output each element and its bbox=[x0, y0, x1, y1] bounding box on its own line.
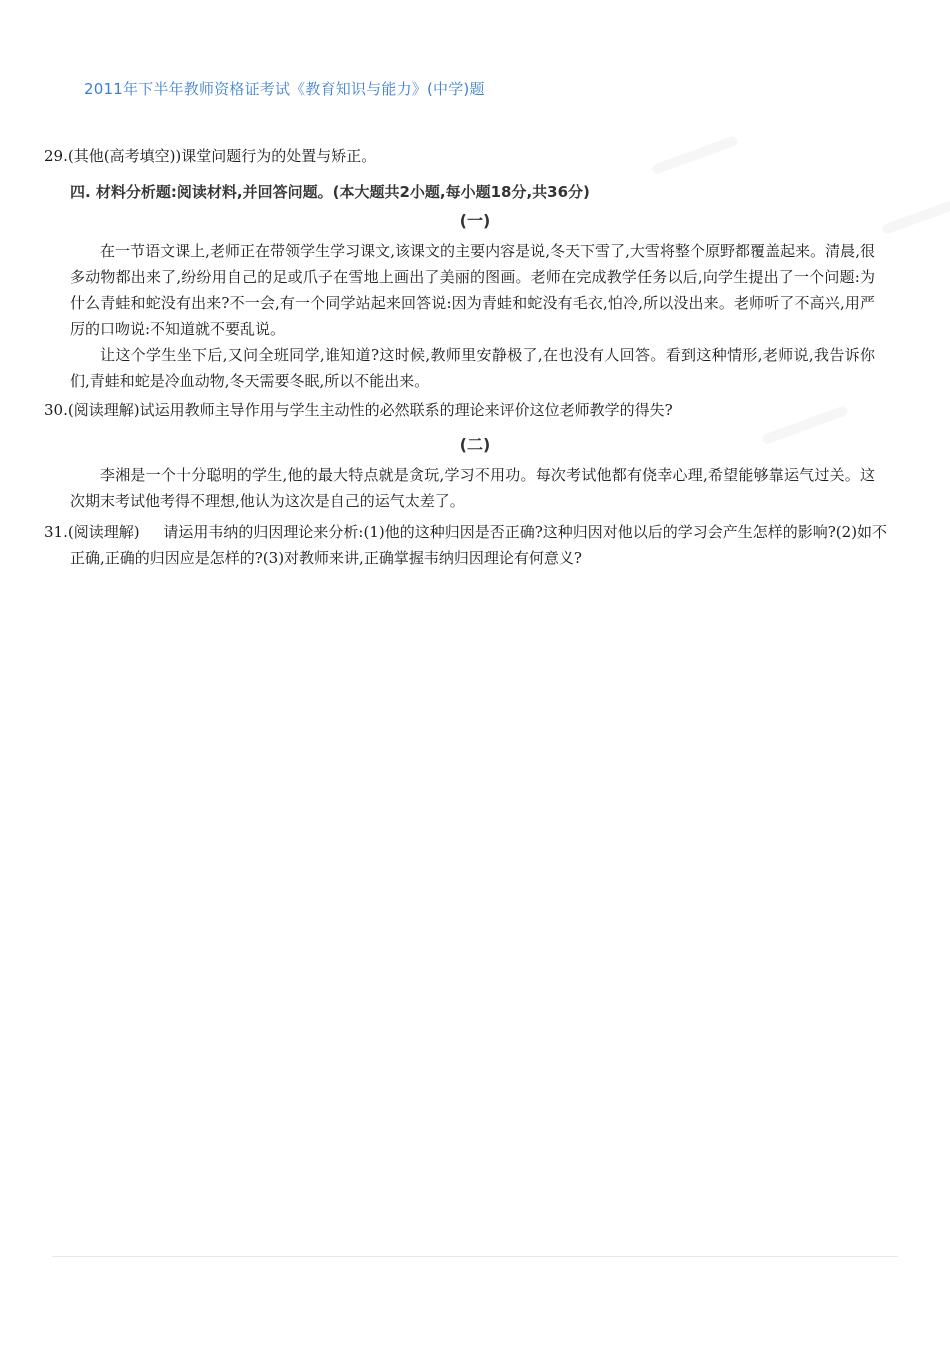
page-header-title: 2011年下半年教师资格证考试《教育知识与能力》(中学)题 bbox=[84, 80, 485, 98]
question-type: (其他(高考填空)) bbox=[67, 147, 182, 165]
question-number: 31. bbox=[44, 523, 68, 541]
question-31 bbox=[44, 519, 900, 571]
material-2-paragraph-1: 李湘是一个十分聪明的学生,他的最大特点就是贪玩,学习不用功。每次考试他都有侥幸心理,希望能够靠运气过关。这次期末考试他考得不理想,他认为这次是自己的运气太差了。 bbox=[70, 466, 875, 510]
question-number: 30. bbox=[44, 401, 68, 419]
section-heading: 四. 材料分析题:阅读材料,并回答问题。(本大题共2小题,每小题18分,共36分) bbox=[70, 183, 590, 201]
question-number: 29. bbox=[44, 147, 68, 165]
question-type: (阅读理解) bbox=[67, 523, 140, 541]
part-title-2: (二) bbox=[459, 435, 491, 454]
watermark-mark bbox=[651, 135, 739, 175]
question-text: 试运用教师主导作用与学生主动性的必然联系的理论来评价这位老师教学的得失? bbox=[139, 401, 673, 419]
question-text: 课堂问题行为的处置与矫正。 bbox=[181, 147, 377, 165]
question-29 bbox=[44, 145, 376, 167]
material-1-paragraph-1: 在一节语文课上,老师正在带领学生学习课文,该课文的主要内容是说,冬天下雪了,大雪将整个原野都覆盖起来。清晨,很多动物都出来了,纷纷用自己的足或爪子在雪地上画出了美丽的图画。老师在完成教学任务以后,向学生提出了一个问题:为什么青蛙和蛇没有出来?不一会,有一个同学站起来回答说:因为青蛙和蛇没有毛衣,怕冷,所以没出来。老师听了不高兴,用严厉的口吻说:不知道就不要乱说。 bbox=[70, 242, 875, 338]
material-1-paragraph-2: 让这个学生坐下后,又问全班同学,谁知道?这时候,教师里安静极了,在也没有人回答。看到这种情形,老师说,我告诉你们,青蛙和蛇是冷血动物,冬天需要冬眠,所以不能出来。 bbox=[70, 346, 875, 390]
question-30 bbox=[44, 397, 874, 423]
part-title-1: (一) bbox=[459, 211, 491, 230]
question-text: 请运用韦纳的归因理论来分析:(1)他的这种归因是否正确?这种归因对他以后的学习会产生怎样的影响?(2)如不正确,正确的归因应是怎样的?(3)对教师来讲,正确掌握韦纳归因理论有何意义? bbox=[70, 523, 888, 567]
footer-divider bbox=[52, 1256, 898, 1257]
question-type: (阅读理解) bbox=[67, 401, 140, 419]
